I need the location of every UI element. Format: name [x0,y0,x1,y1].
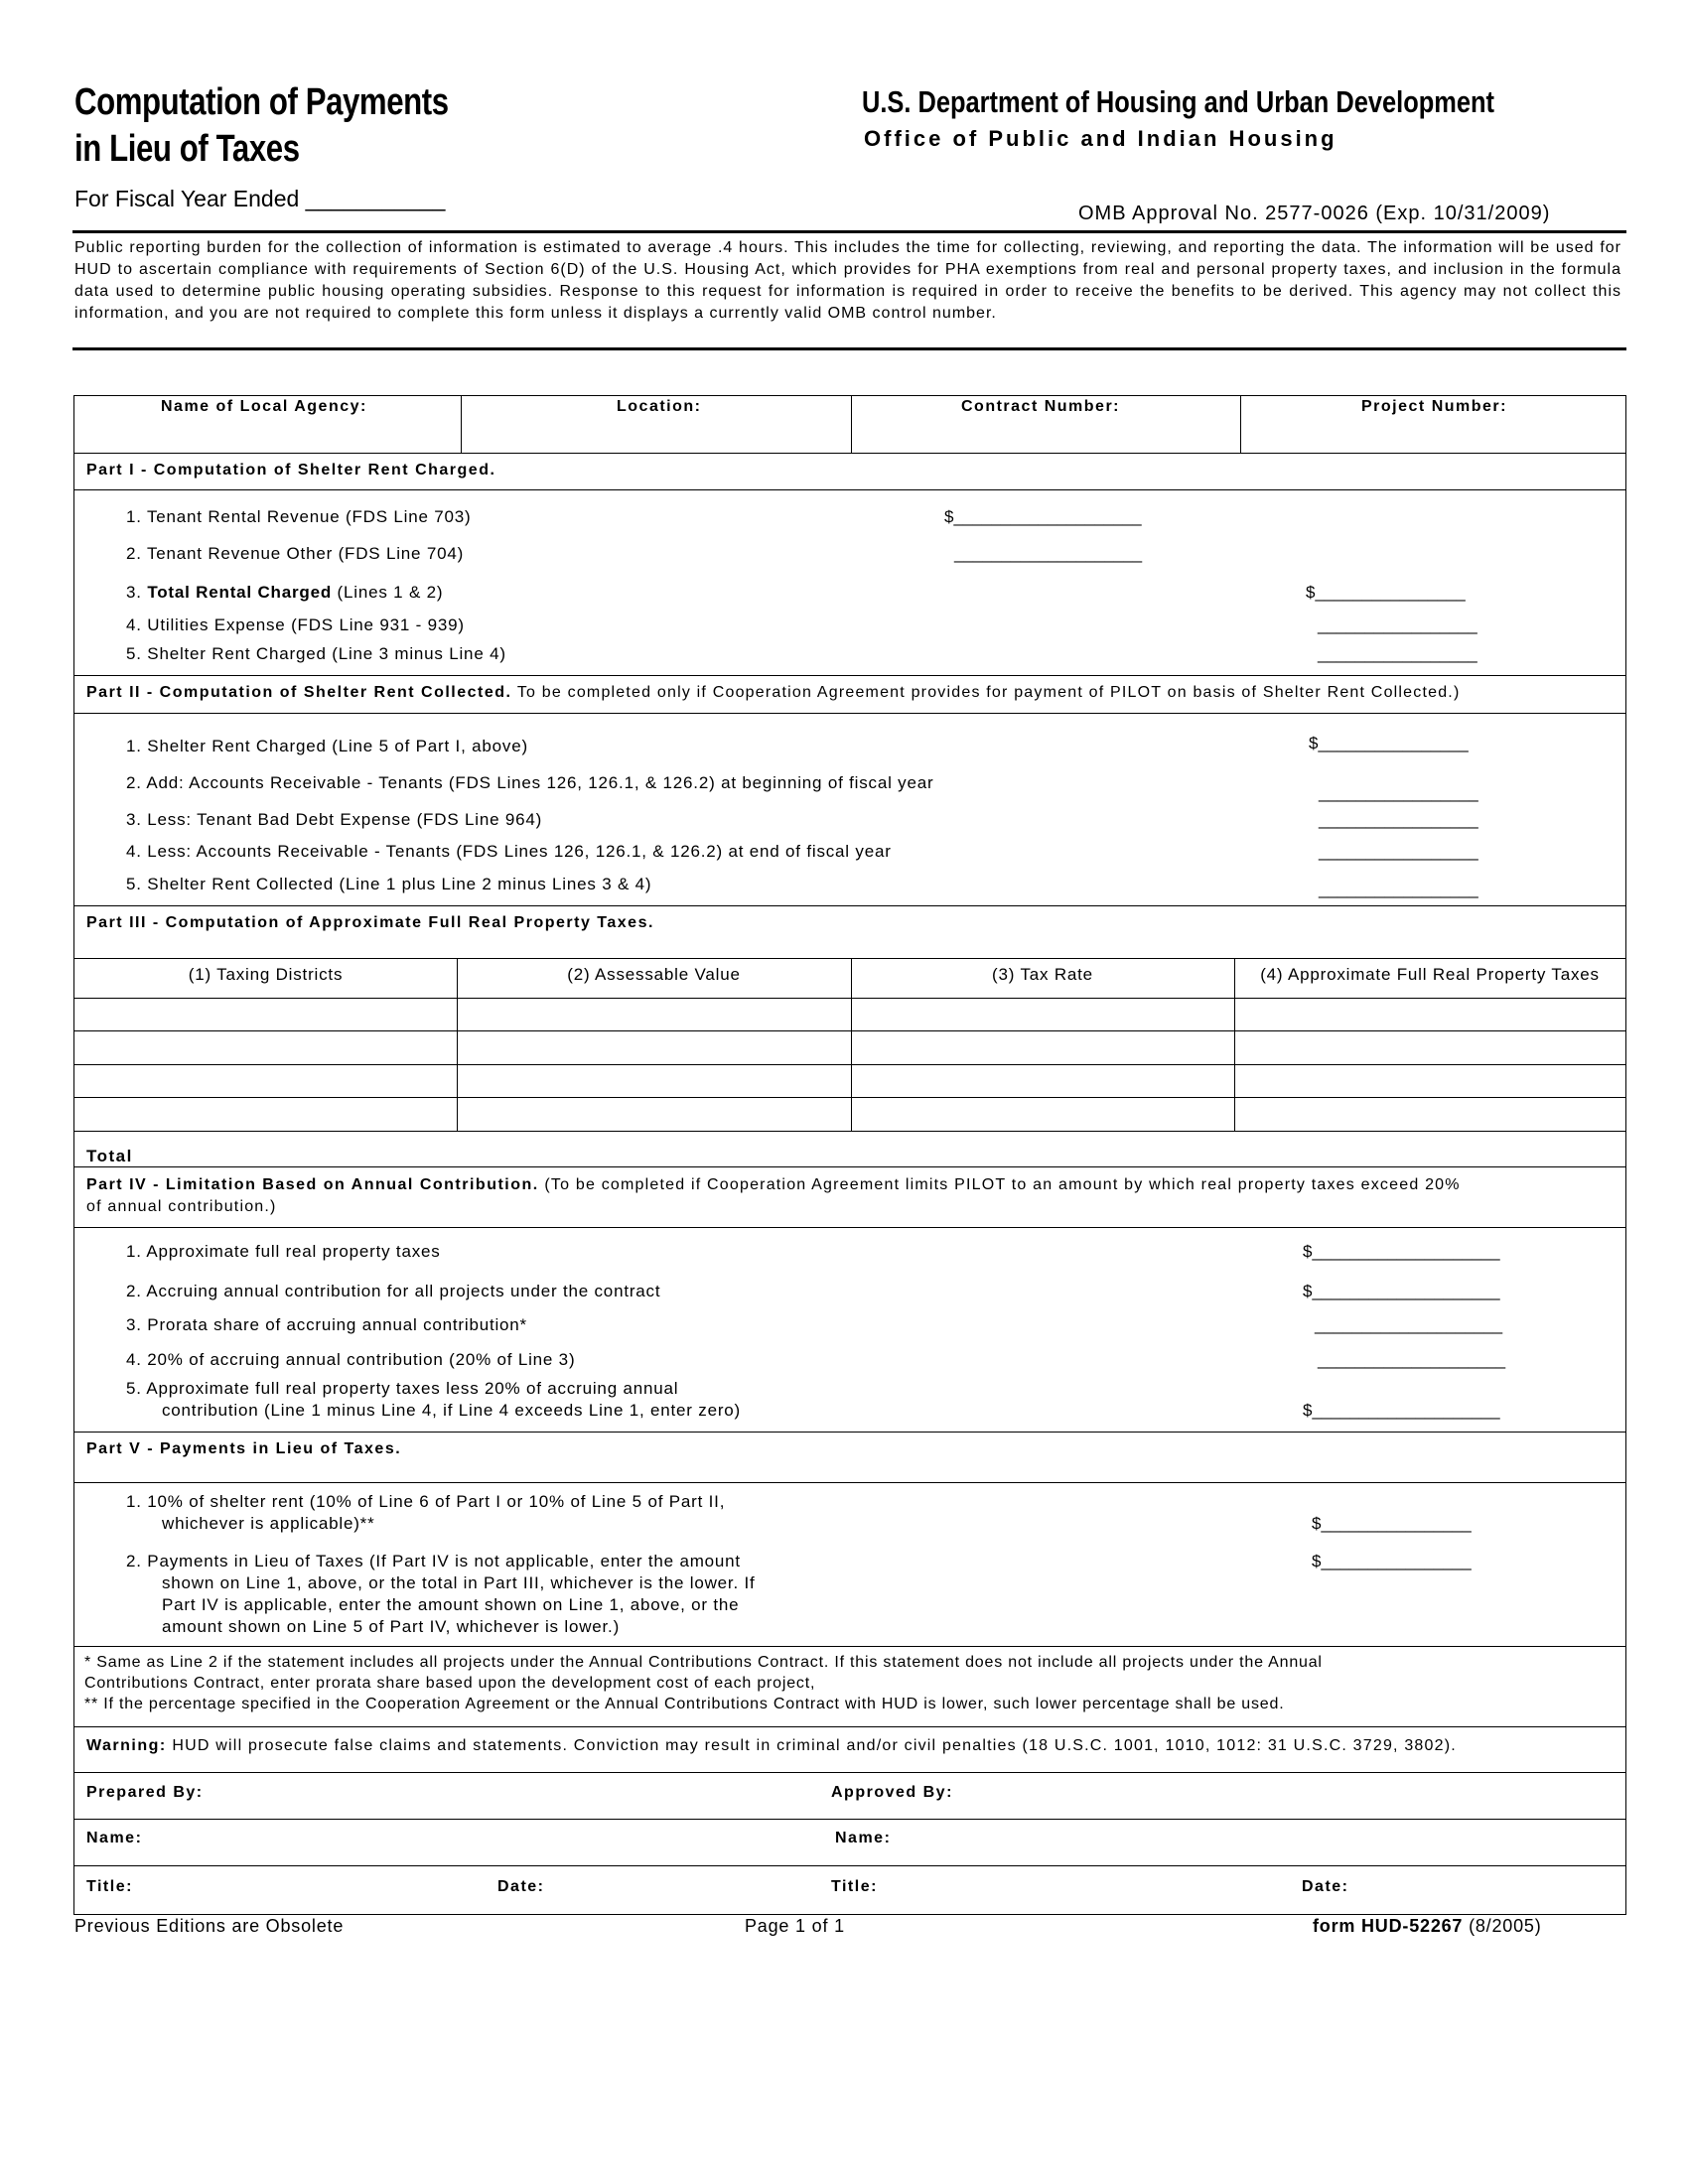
divider [74,1432,1625,1433]
divider [1240,396,1241,454]
form-title-line1: Computation of Payments [74,81,449,123]
preparer-title-field[interactable]: Title: [86,1878,133,1895]
header-rule-bottom [72,347,1626,350]
part5-line2-cont: Part IV is applicable, enter the amount shown on Line 1, above, or the [162,1595,740,1614]
divider [74,1166,1625,1167]
part5-line2-field[interactable]: $________________ [1312,1552,1472,1570]
part2-title: Part II - Computation of Shelter Rent Collected. To be completed only if Cooperation Agreement provides for payment of PILOT on basis of Shelter Rent Collected.) [86,684,1461,701]
local-agency-field[interactable]: Name of Local Agency: [161,398,367,415]
footer-obsolete-note: Previous Editions are Obsolete [74,1916,345,1936]
col-tax-rate: (3) Tax Rate [992,965,1093,984]
project-number-field[interactable]: Project Number: [1361,398,1507,415]
part5-line1: 1. 10% of shelter rent (10% of Line 6 of Part I or 10% of Line 5 of Part II, [126,1492,726,1511]
location-field[interactable]: Location: [617,398,702,415]
col-assessable-value: (2) Assessable Value [567,965,741,984]
part2-line4-field[interactable]: _________________ [1319,842,1478,861]
col-taxing-districts: (1) Taxing Districts [188,965,344,984]
footnote-double-star: ** If the percentage specified in the Cooperation Agreement or the Annual Contributions Contract with HUD is lower, such lower percentage shall be used. [84,1696,1285,1712]
table-row[interactable] [74,1030,1625,1031]
part1-line5: 5. Shelter Rent Charged (Line 3 minus Line 4) [126,644,506,663]
part1-line2: 2. Tenant Revenue Other (FDS Line 704) [126,544,465,563]
fiscal-year-field[interactable]: For Fiscal Year Ended ___________ [74,186,446,211]
divider [74,1131,1625,1132]
part1-line4: 4. Utilities Expense (FDS Line 931 - 939) [126,615,465,634]
part5-line1-cont: whichever is applicable)** [162,1514,375,1533]
divider [74,1646,1625,1647]
form-body [73,395,1626,1915]
part1-line4-field[interactable]: _________________ [1318,615,1477,634]
part2-line2: 2. Add: Accounts Receivable - Tenants (FDS Lines 126, 126.1, & 126.2) at beginning of fiscal year [126,773,934,792]
part4-line5-cont: contribution (Line 1 minus Line 4, if Line 4 exceeds Line 1, enter zero) [162,1401,742,1420]
divider [74,453,1625,454]
part4-line3: 3. Prorata share of accruing annual contribution* [126,1315,527,1334]
part4-line2-field[interactable]: $____________________ [1303,1282,1500,1300]
divider [74,675,1625,676]
part4-line3-field[interactable]: ____________________ [1315,1315,1503,1334]
part4-line1: 1. Approximate full real property taxes [126,1242,441,1261]
approver-date-field[interactable]: Date: [1302,1878,1349,1895]
office-name: Office of Public and Indian Housing [864,126,1337,151]
part1-line5-field[interactable]: _________________ [1318,644,1477,663]
divider [74,1227,1625,1228]
header-rule-top [72,230,1626,233]
footnote-star: * Same as Line 2 if the statement includes all projects under the Annual Contributions Contract. If this statement does not include all projects under the Annual [84,1654,1323,1671]
divider [74,958,1625,959]
table-row[interactable] [74,1097,1625,1098]
form-title-line2: in Lieu of Taxes [74,128,300,170]
omb-approval: OMB Approval No. 2577-0026 (Exp. 10/31/2009) [1078,203,1551,224]
preparer-date-field[interactable]: Date: [497,1878,545,1895]
contract-number-field[interactable]: Contract Number: [961,398,1121,415]
burden-statement: Public reporting burden for the collection of information is estimated to average .4 hours. This includes the time for collecting, reviewing, and reporting the data. The information will be used for HUD to ascertain compliance with requirements of Section 6(D) of the U.S. Housing Act, which provides for PHA exemptions from real and personal property taxes, and inclusion in the formula data used to determine public housing operating subsidies. Response to this request for information is required in order to receive the benefits to be derived. This agency may not collect this information, and you are not required to complete this form unless it displays a currently valid OMB control number. [74,239,1621,322]
divider [461,396,462,454]
part5-line2-cont: shown on Line 1, above, or the total in Part III, whichever is the lower. If [162,1573,756,1592]
part4-line4: 4. 20% of accruing annual contribution (20% of Line 3) [126,1350,576,1369]
part1-line3-field[interactable]: $________________ [1306,583,1466,602]
approved-by-field[interactable]: Approved By: [831,1784,953,1801]
part2-line3: 3. Less: Tenant Bad Debt Expense (FDS Line 964) [126,810,543,829]
part3-total: Total [86,1147,133,1165]
footnote-star-cont: Contributions Contract, enter prorata share based upon the development cost of each project, [84,1675,816,1692]
form-number: form HUD-52267 (8/2005) [1313,1916,1542,1936]
part2-line5: 5. Shelter Rent Collected (Line 1 plus Line 2 minus Lines 3 & 4) [126,875,652,893]
part5-line1-field[interactable]: $________________ [1312,1514,1472,1533]
approver-name-field[interactable]: Name: [835,1830,892,1846]
divider [74,1772,1625,1773]
warning-statement: Warning: HUD will prosecute false claims and statements. Conviction may result in criminal and/or civil penalties (18 U.S.C. 1001, 1010, 1012: 31 U.S.C. 3729, 3802). [86,1737,1457,1754]
part5-line2: 2. Payments in Lieu of Taxes (If Part IV is not applicable, enter the amount [126,1552,741,1570]
part4-line1-field[interactable]: $____________________ [1303,1242,1500,1261]
part2-line3-field[interactable]: _________________ [1319,810,1478,829]
divider [74,713,1625,714]
part4-line2: 2. Accruing annual contribution for all projects under the contract [126,1282,661,1300]
part2-line2-field[interactable]: _________________ [1319,783,1478,802]
part2-line5-field[interactable]: _________________ [1319,880,1478,898]
table-row[interactable] [74,1064,1625,1065]
part3-title: Part III - Computation of Approximate Full Real Property Taxes. [86,914,654,931]
part1-title: Part I - Computation of Shelter Rent Charged. [86,462,496,478]
part5-title: Part V - Payments in Lieu of Taxes. [86,1440,402,1457]
table-row[interactable] [74,998,1625,999]
part1-line2-field[interactable]: ____________________ [954,544,1143,563]
part5-line2-cont: amount shown on Line 5 of Part IV, whichever is lower.) [162,1617,621,1636]
part4-line5-field[interactable]: $____________________ [1303,1401,1500,1420]
agency-name: U.S. Department of Housing and Urban Development [862,84,1494,119]
approver-title-field[interactable]: Title: [831,1878,878,1895]
divider [851,396,852,454]
part4-line4-field[interactable]: ____________________ [1318,1350,1506,1369]
part1-line3: 3. Total Rental Charged (Lines 1 & 2) [126,583,444,602]
part4-title: Part IV - Limitation Based on Annual Contribution. (To be completed if Cooperation Agreement limits PILOT to an amount by which real property taxes exceed 20% [86,1176,1461,1193]
divider [74,905,1625,906]
divider [74,489,1625,490]
divider [74,1482,1625,1483]
divider [74,1865,1625,1866]
part1-line1: 1. Tenant Rental Revenue (FDS Line 703) [126,507,472,526]
part4-note: of annual contribution.) [86,1198,277,1215]
divider [74,1726,1625,1727]
col-approx-taxes: (4) Approximate Full Real Property Taxes [1260,965,1600,984]
prepared-by-field[interactable]: Prepared By: [86,1784,204,1801]
divider [74,1819,1625,1820]
part2-line1: 1. Shelter Rent Charged (Line 5 of Part I, above) [126,737,528,755]
part1-line1-field[interactable]: $____________________ [944,507,1142,526]
part2-line4: 4. Less: Accounts Receivable - Tenants (FDS Lines 126, 126.1, & 126.2) at end of fiscal year [126,842,892,861]
part2-line1-field[interactable]: $________________ [1309,734,1469,752]
part4-line5: 5. Approximate full real property taxes less 20% of accruing annual [126,1379,679,1398]
preparer-name-field[interactable]: Name: [86,1830,143,1846]
page-number: Page 1 of 1 [745,1916,845,1936]
